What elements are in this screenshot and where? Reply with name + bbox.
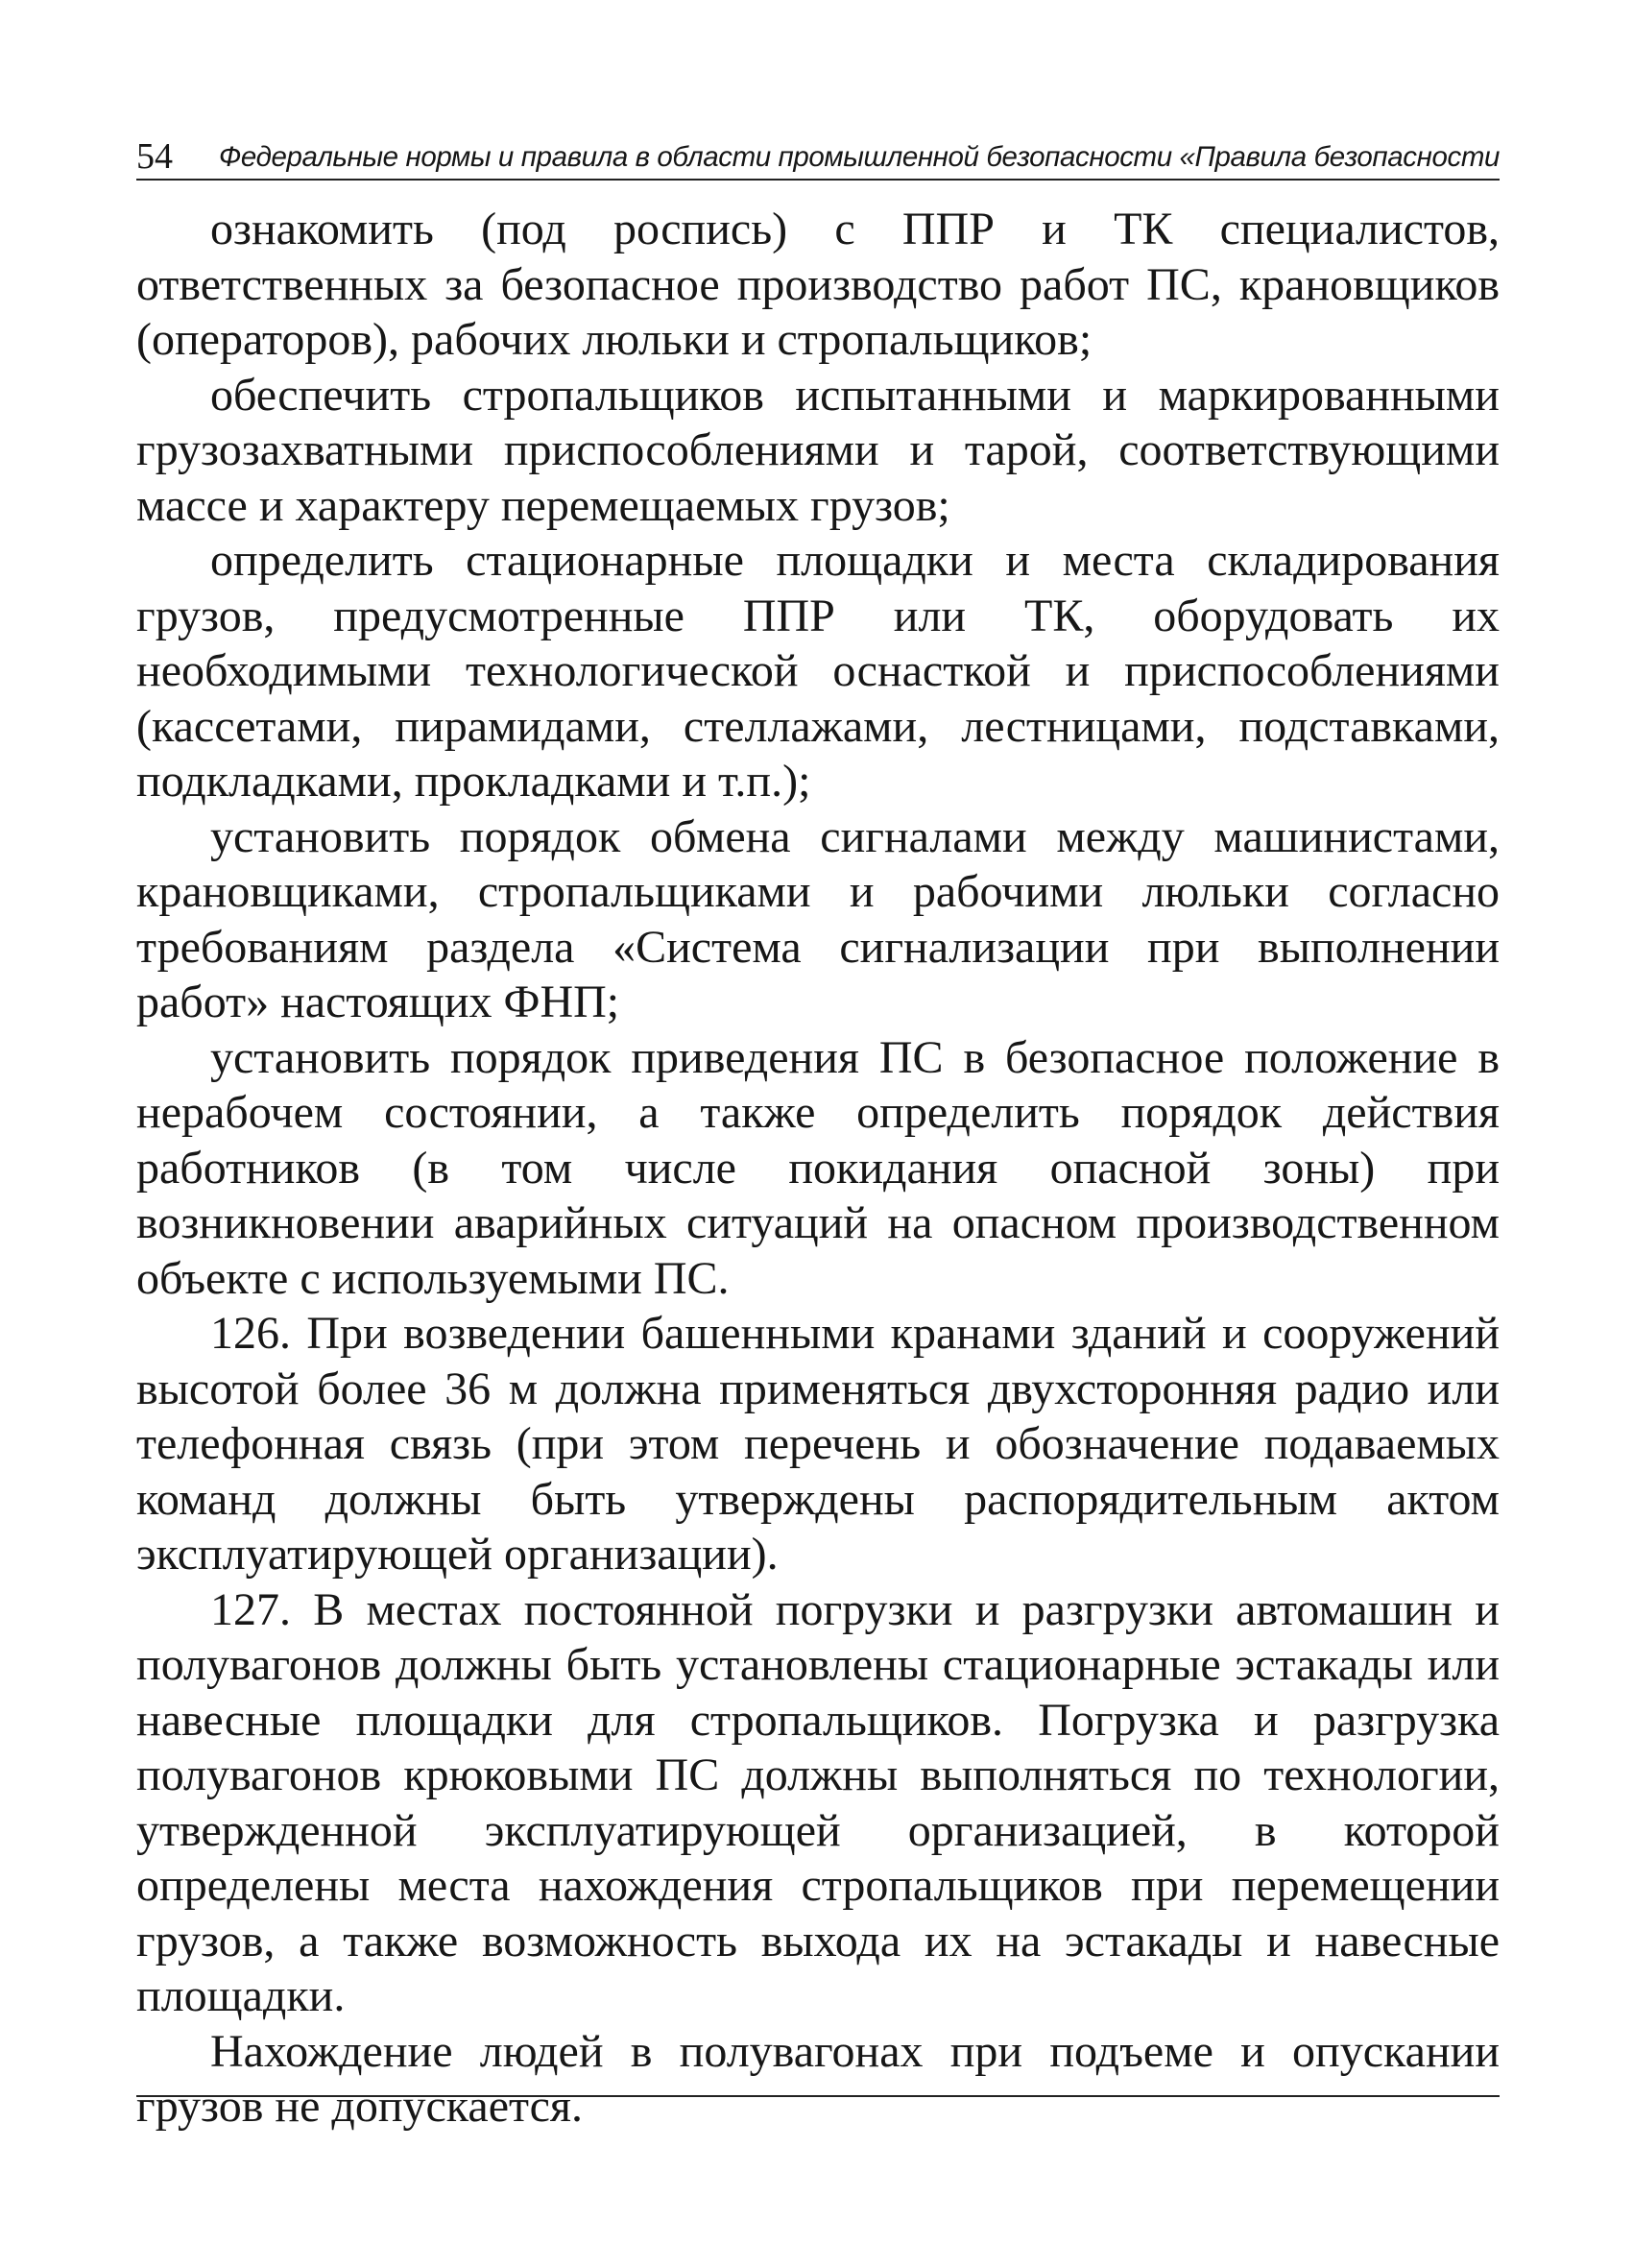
page-number: 54 — [136, 136, 173, 177]
paragraph-signal-exchange: установить порядок обмена сигналами между машинистами, крановщиками, стропальщиками и рабочими люльки согласно требованиям раздела «Система сигнализации при выполнении работ» настоящих ФНП; — [136, 810, 1500, 1027]
paragraph-wagons-prohibition: Нахождение людей в полувагонах при подъеме и опускании грузов не допускается. — [136, 2025, 1500, 2132]
paragraph-storage-areas: определить стационарные площадки и места складирования грузов, предусмотренные ППР или ТК, оборудовать их необходимыми технологической оснасткой и приспособлениями (кассетами, пирамидами, стеллажами, лестницами, подставками, подкладками, прокладками и т.п.); — [136, 535, 1500, 807]
running-title: Федеральные нормы и правила в области промышленной безопасности «Правила безопасности — [218, 141, 1500, 173]
paragraph-item-127: 127. В местах постоянной погрузки и разгрузки автомашин и полувагонов должны быть установлены стационарные эстакады или навесные площадки для стропальщиков. Погрузка и разгрузка полувагонов крюковыми ПС должны выполняться по технологии, утвержденной эксплуатирующей организацией, в которой определены места нахождения стропальщиков при перемещении грузов, а также возможность выхода их на эстакады и навесные площадки. — [136, 1583, 1500, 2021]
paragraph-acquaint: ознакомить (под роспись) с ППР и ТК специалистов, ответственных за безопасное производство работ ПС, крановщиков (операторов), рабочих люльки и стропальщиков; — [136, 204, 1500, 365]
paragraph-item-126: 126. При возведении башенными кранами зданий и сооружений высотой более 36 м должна применяться двухсторонняя радио или телефонная связь (при этом перечень и обозначение подаваемых команд должны быть утверждены распорядительным актом эксплуатирующей организации). — [136, 1308, 1500, 1580]
page-header — [136, 133, 1500, 181]
paragraph-provide-slingers: обеспечить стропальщиков испытанными и маркированными грузозахватными приспособлениями и тарой, соответствующими массе и характеру перемещаемых грузов; — [136, 369, 1500, 531]
body-text — [136, 202, 1500, 2135]
bottom-rule — [136, 2095, 1500, 2097]
paragraph-safe-position: установить порядок приведения ПС в безопасное положение в нерабочем состоянии, а также определить порядок действия работников (в том числе покидания опасной зоны) при возникновении аварийных ситуаций на опасном производственном объекте с используемыми ПС. — [136, 1031, 1500, 1304]
